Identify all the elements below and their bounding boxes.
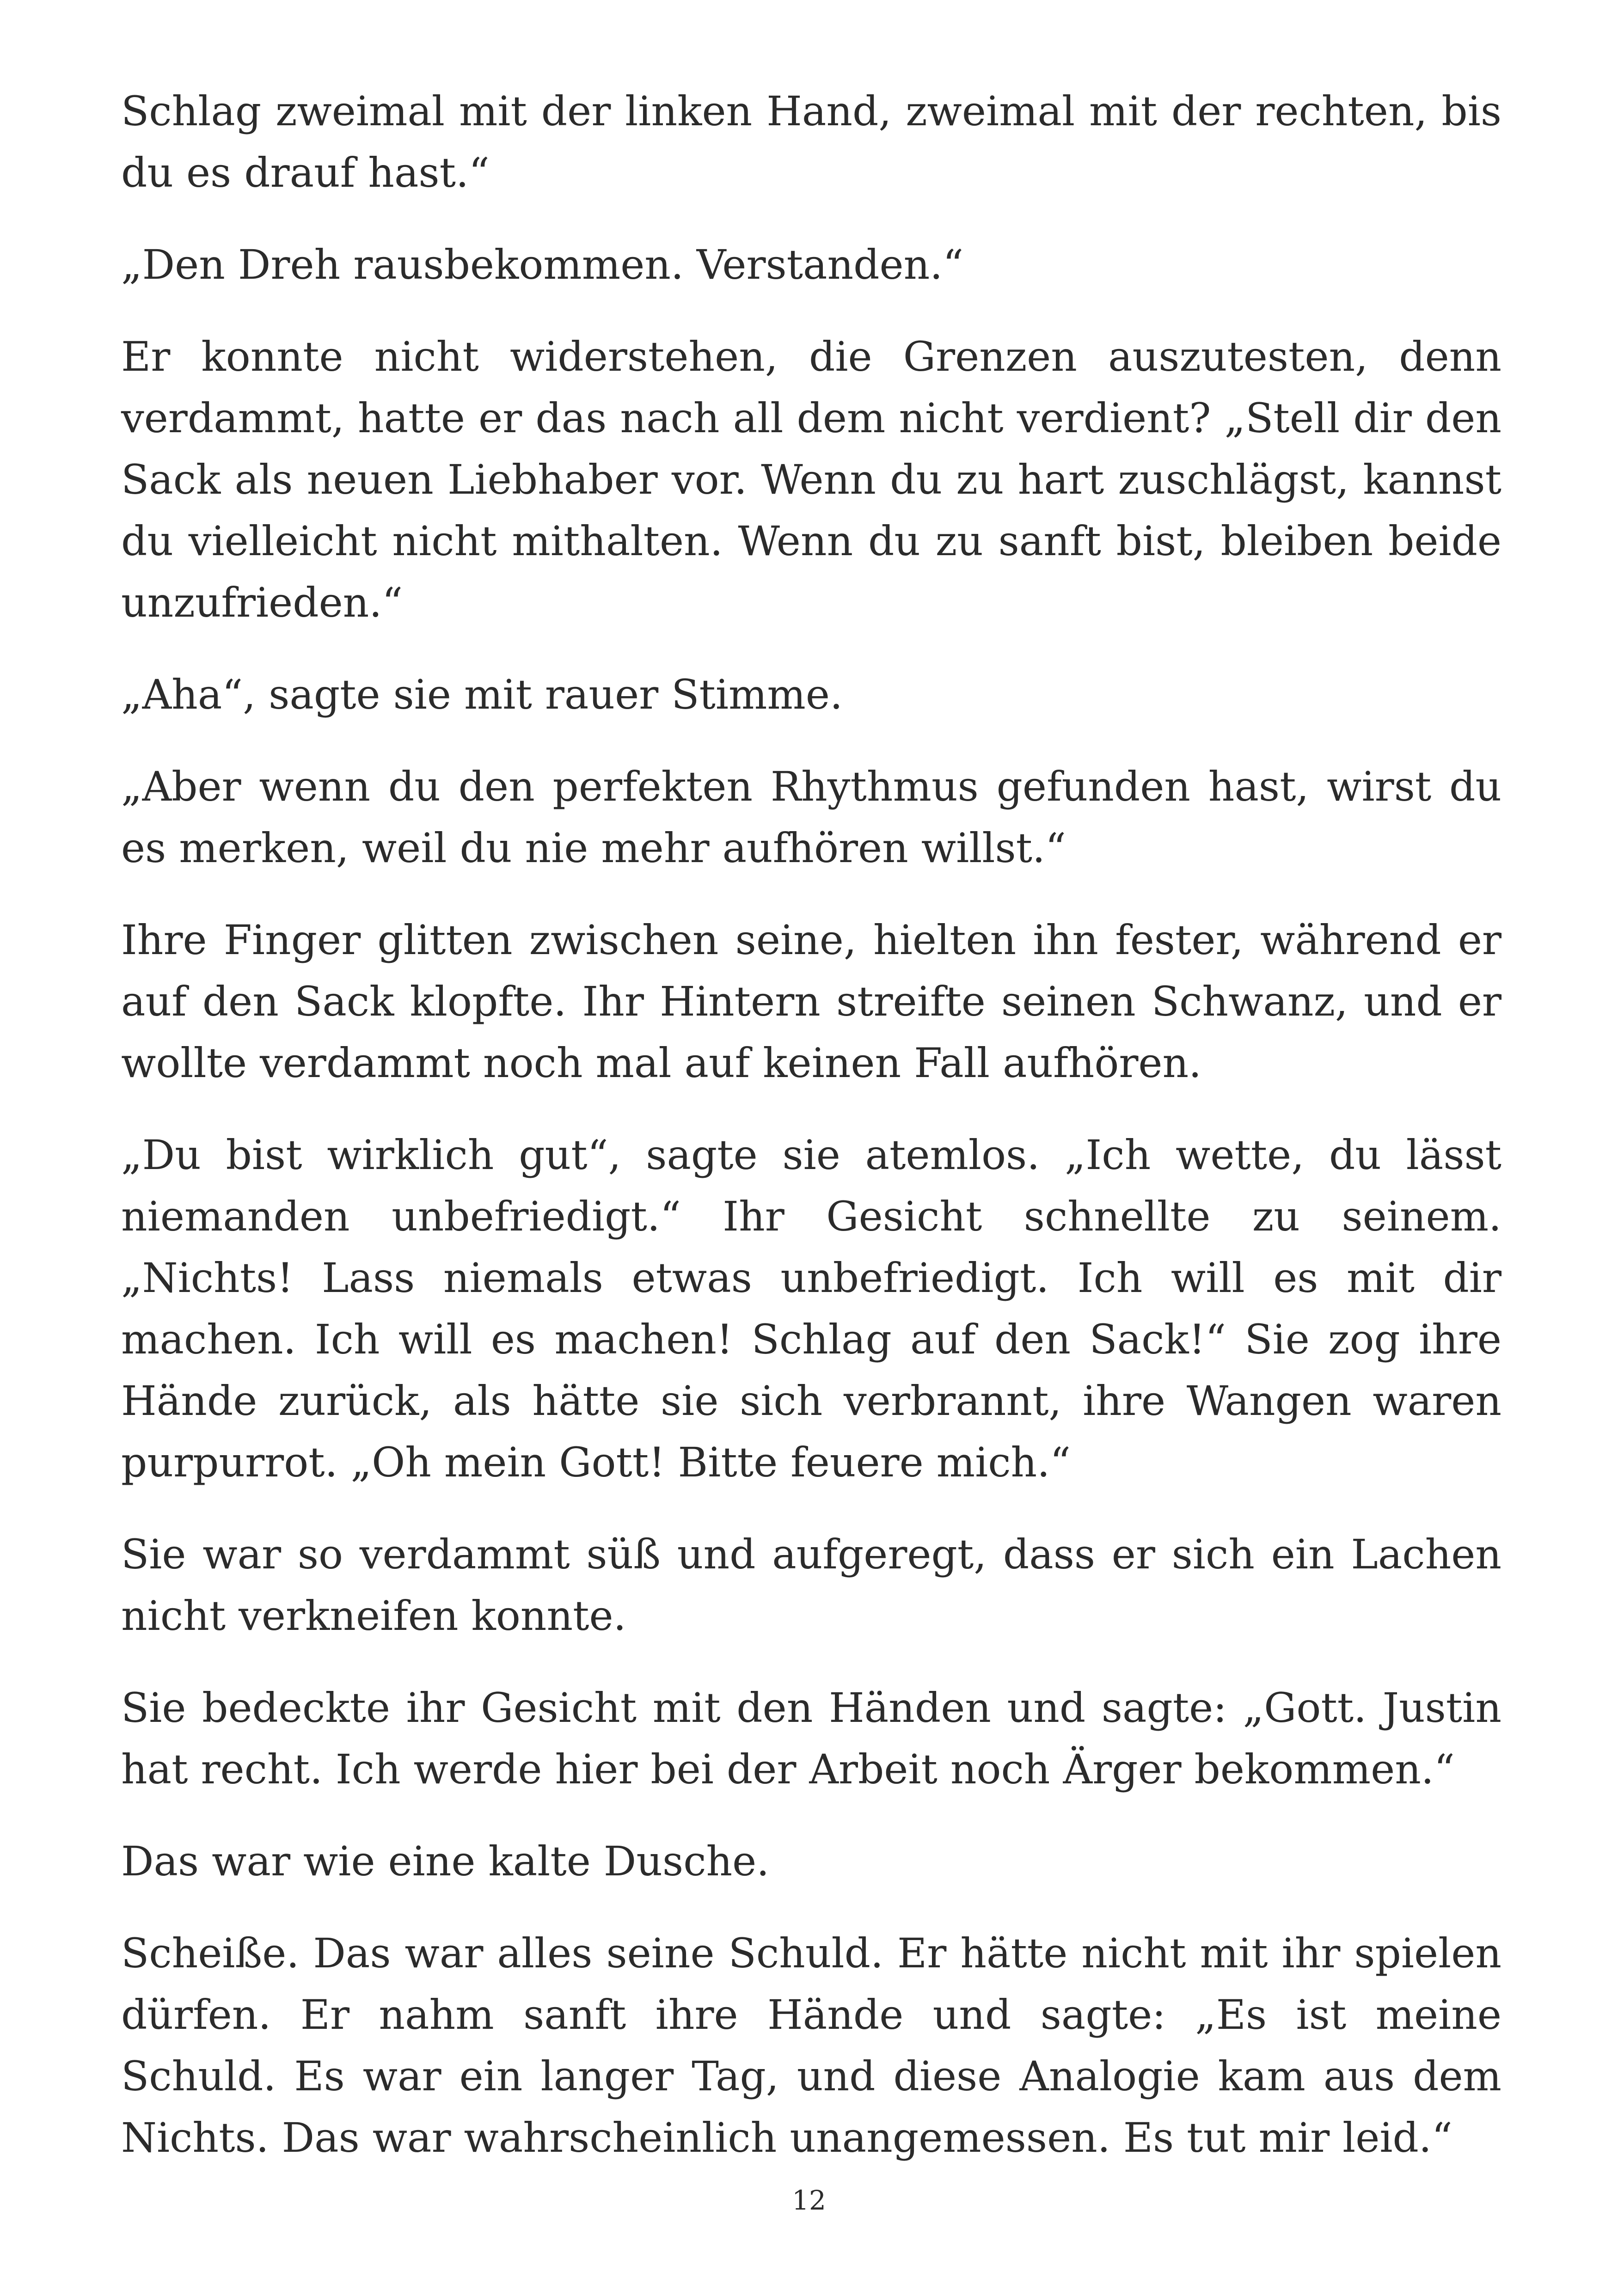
paragraph-11: Scheiße. Das war alles seine Schuld. Er hätte nicht mit ihr spielen dürfen. Er nahm sanft ihre Hände und sagte: „Es ist meine Schuld. Es war ein langer Tag, und diese Analogie kam aus dem Nichts. Das war wahrscheinlich unangemessen. Es tut mir leid.“: [121, 1929, 1502, 2161]
paragraph-9: Sie bedeckte ihr Gesicht mit den Händen und sagte: „Gott. Justin hat recht. Ich werde hier bei der Arbeit noch Ärger bekommen.“: [121, 1684, 1502, 1793]
paragraph-6: Ihre Finger glitten zwischen seine, hielten ihn fester, während er auf den Sack klopfte. Ihr Hintern streifte seinen Schwanz, und er wollte verdammt noch mal auf keinen Fall aufhören.: [121, 916, 1502, 1087]
paragraph-1: Schlag zweimal mit der linken Hand, zweimal mit der rechten, bis du es drauf hast.“: [121, 87, 1502, 196]
page-number: 12: [792, 2185, 826, 2216]
paragraph-3: Er konnte nicht widerstehen, die Grenzen auszutesten, denn verdammt, hatte er das nach all dem nicht verdient? „Stell dir den Sack als neuen Liebhaber vor. Wenn du zu hart zuschlägst, kannst du vielleicht nicht mithalten. Wenn du zu sanft bist, bleiben beide unzufrieden.“: [121, 333, 1502, 626]
paragraph-8: Sie war so verdammt süß und aufgeregt, dass er sich ein Lachen nicht verkneifen konnte.: [121, 1531, 1502, 1640]
paragraph-5: „Aber wenn du den perfekten Rhythmus gefunden hast, wirst du es merken, weil du nie mehr aufhören willst.“: [121, 763, 1502, 872]
paragraph-7: „Du bist wirklich gut“, sagte sie atemlos. „Ich wette, du lässt niemanden unbefriedigt.“ Ihr Gesicht schnellte zu seinem. „Nichts! Lass niemals etwas unbefriedigt. Ich will es mit dir machen. Ich will es machen! Schlag auf den Sack!“ Sie zog ihre Hände zurück, als hätte sie sich verbrannt, ihre Wangen waren purpurrot. „Oh mein Gott! Bitte feuere mich.“: [121, 1131, 1502, 1486]
paragraph-2: „Den Dreh rausbekommen. Verstanden.“: [121, 241, 964, 288]
paragraph-4: „Aha“, sagte sie mit rauer Stimme.: [121, 671, 843, 718]
body-text: [121, 80, 1502, 2199]
paragraph-10: Das war wie eine kalte Dusche.: [121, 1837, 770, 1885]
